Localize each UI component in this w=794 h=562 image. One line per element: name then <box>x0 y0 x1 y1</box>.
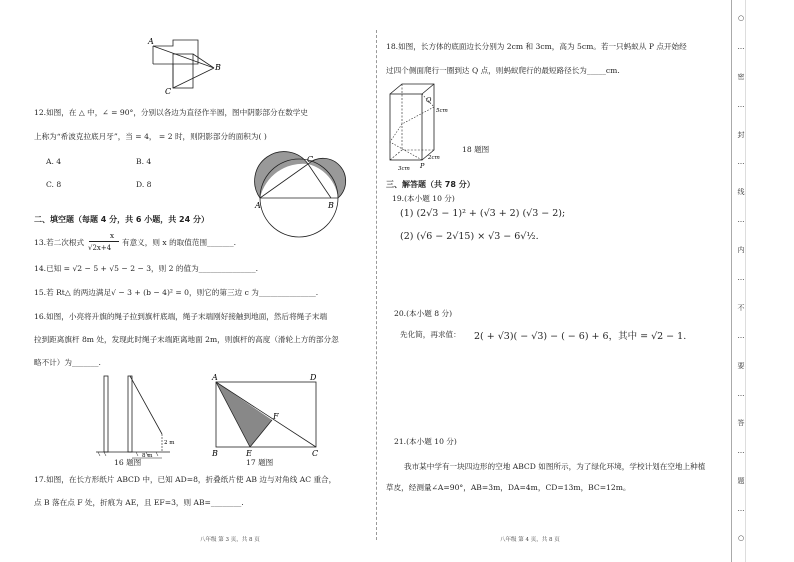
fig-top-label-b: B <box>215 63 221 72</box>
q13-fraction-numerator: x <box>109 231 115 240</box>
fig18-label-p: P <box>420 162 425 170</box>
seal-rail-char: … <box>737 216 745 225</box>
seal-rail-char: 封 <box>737 130 745 139</box>
seal-rail-char: 要 <box>737 361 745 370</box>
section-fill-in-heading: 二、填空题（每题 4 分，共 6 小题，共 24 分） <box>34 215 209 224</box>
q12-option-a: A. 4 <box>46 157 62 166</box>
q13-fraction-bar <box>89 241 119 242</box>
q12-option-b: B. 4 <box>136 157 152 166</box>
fig-top-label-a: A <box>148 37 154 46</box>
section-answer-heading: 三、解答题（共 78 分） <box>386 180 475 189</box>
q20-expression: 2( + √3)( − √3) − ( − 6) + 6，其中 = √2 − 1. <box>474 331 687 342</box>
q18-line2: 过四个侧面爬行一圈到达 Q 点，则蚂蚁爬行的最短路径长为_____cm. <box>386 66 620 75</box>
fig17-label-e: E <box>246 449 252 458</box>
seal-rail-char: … <box>737 389 745 398</box>
seal-rail-char: ○ <box>737 14 745 22</box>
q15-text: 15.若 Rt△ 的两边满足√ − 3 + (b − 4)² = 0，则它的第三边 c 为_______________. <box>34 288 319 297</box>
seal-rail-char: 线 <box>737 188 745 197</box>
q16-line1: 16.如图，小亮将升旗的绳子拉到旗杆底端，绳子末端刚好接触到地面，然后将绳子末端 <box>34 312 328 321</box>
figure-rectangle-fold <box>210 374 322 458</box>
fig18-label-q: Q <box>426 96 432 104</box>
fig17-label-c: C <box>312 449 319 458</box>
fig18-label-3cm: 3cm <box>398 166 410 172</box>
fig17-caption: 17 题图 <box>246 458 274 467</box>
left-footer: 八年级 第 3 页，共 8 页 <box>200 537 260 543</box>
q19-header: 19.(本小题 10 分) <box>392 194 455 203</box>
q12-line1: 12.如图，在 △ 中，∠ = 90°，分别以各边为直径作半圆，图中阴影部分在数学史 <box>34 108 308 117</box>
figure-cuboid <box>386 80 466 176</box>
seal-rail-char: … <box>737 158 745 167</box>
q12-option-d: D. 8 <box>136 180 152 189</box>
fig12-label-b: B <box>328 201 334 210</box>
q19-expression-1: (1) (2√3 − 1)² + (√3 + 2) (√3 − 2); <box>400 208 566 219</box>
seal-rail-char: … <box>737 331 745 340</box>
q18-line1: 18.如图，长方体的底面边长分别为 2cm 和 3cm，高为 5cm。若一只蚂蚁从 P 点开始经 <box>386 42 687 51</box>
fig12-label-c: C <box>307 155 314 164</box>
q19-expression-2: (2) (√6 − 2√15) × √3 − 6√½. <box>400 231 539 242</box>
figure-lunes <box>255 155 355 210</box>
fig16-label-8m: 8 m <box>142 453 153 459</box>
seal-rail-char: 题 <box>737 477 745 486</box>
fig17-label-b: B <box>212 449 218 458</box>
fig18-label-2cm: 2cm <box>428 155 440 161</box>
fig16-caption: 16 题图 <box>114 458 142 467</box>
figure-squares <box>148 36 228 96</box>
seal-rail-char: ○ <box>737 534 745 542</box>
page-divider <box>376 30 377 540</box>
fig18-label-5cm: 5cm <box>436 108 448 114</box>
q13-fraction-denominator: √2x+4 <box>88 244 112 252</box>
fig17-label-a: A <box>212 373 218 382</box>
right-footer: 八年级 第 4 页，共 8 页 <box>500 537 560 543</box>
seal-rail-char: 不 <box>737 303 745 312</box>
fig18-caption: 18 题图 <box>462 145 490 154</box>
seal-rail-char: … <box>737 505 745 514</box>
fig17-label-f: F <box>273 412 279 421</box>
seal-rail-char: 内 <box>737 246 745 255</box>
q21-line2: 草皮，经测量∠A=90°，AB=3m，DA=4m，CD=13m，BC=12m。 <box>386 483 631 492</box>
seal-line <box>731 0 732 562</box>
q21-line1: 我市某中学有一块四边形的空地 ABCD 如图所示，为了绿化环境，学校计划在空地上种植 <box>404 462 706 471</box>
q14-text: 14.已知 = √2 − 5 + √5 − 2 − 3，则 2 的值为_______________. <box>34 264 259 273</box>
figure-flagpole <box>96 372 186 464</box>
fig12-label-a: A <box>255 201 261 210</box>
q21-header: 21.(本小题 10 分) <box>394 437 457 446</box>
seal-rail-char: 答 <box>737 419 745 428</box>
q16-line2: 拉到距离旗杆 8m 处，发现此时绳子末端距离地面 2m，则旗杆的高度（滑轮上方的部分忽 <box>34 335 339 344</box>
q20-lead: 先化简，再求值： <box>400 330 461 339</box>
fig17-label-d: D <box>310 373 317 382</box>
q13-prefix: 13.若二次根式 <box>34 238 85 247</box>
q13-suffix: 有意义，则 x 的取值范围_______. <box>122 238 237 247</box>
seal-rail-char: … <box>737 447 745 456</box>
q16-line3: 略不计）为_______. <box>34 358 101 367</box>
q17-line1: 17.如图，在长方形纸片 ABCD 中，已知 AD=8，折叠纸片使 AB 边与对角线 AC 重合， <box>34 475 337 484</box>
q17-line2: 点 B 落在点 F 处，折痕为 AE，且 EF=3，则 AB=________. <box>34 498 244 507</box>
seal-rail-char: … <box>737 42 745 51</box>
q12-option-c: C. 8 <box>46 180 62 189</box>
fig16-label-2m: 2 m <box>164 440 175 446</box>
q12-line2: 上称为“希波克拉底月牙”，当 = 4， = 2 时，则阴影部分的面积为( ) <box>34 132 267 141</box>
seal-rail-char: … <box>737 100 745 109</box>
q20-header: 20.(本小题 8 分) <box>394 309 453 318</box>
fig-top-label-c: C <box>165 87 172 96</box>
seal-rail-char: … <box>737 274 745 282</box>
seal-rail-char: 密 <box>737 72 745 81</box>
